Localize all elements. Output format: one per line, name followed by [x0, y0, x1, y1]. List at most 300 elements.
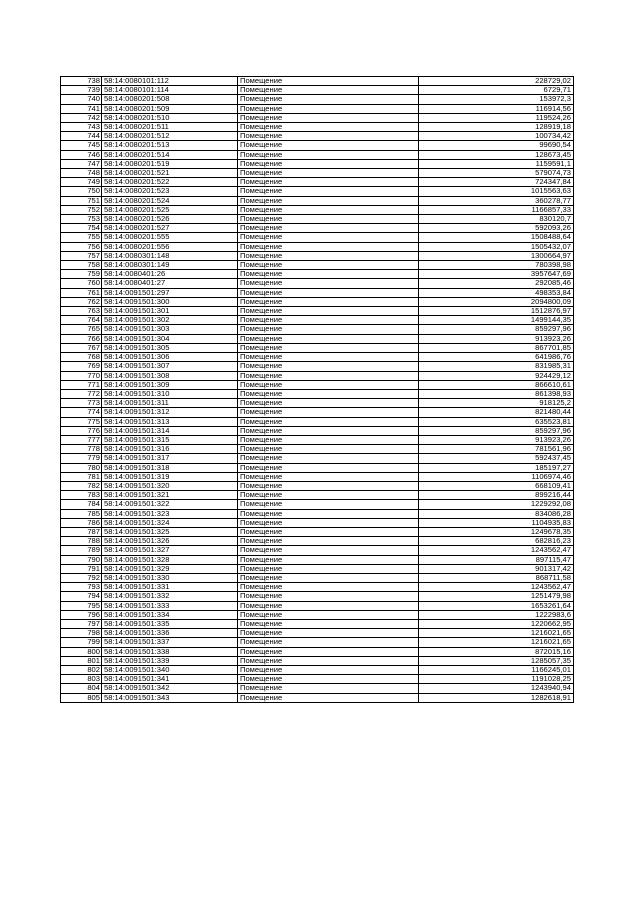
cadastral-value-cell: 859297,96 — [419, 426, 574, 435]
cadastral-number-cell: 58:14:0091501:324 — [102, 518, 238, 527]
object-type-cell: Помещение — [238, 371, 419, 380]
cadastral-number-cell: 58:14:0080301:148 — [102, 251, 238, 260]
cadastral-number-cell: 58:14:0091501:329 — [102, 564, 238, 573]
table-row — [61, 205, 574, 214]
cadastral-value-cell: 780398,98 — [419, 261, 574, 270]
cadastral-number-cell: 58:14:0080201:527 — [102, 224, 238, 233]
object-type-cell: Помещение — [238, 619, 419, 628]
cadastral-number-cell: 58:14:0091501:319 — [102, 472, 238, 481]
object-type-cell: Помещение — [238, 141, 419, 150]
cadastral-number-cell: 58:14:0091501:334 — [102, 610, 238, 619]
table-row — [61, 279, 574, 288]
row-number-cell: 771 — [61, 380, 102, 389]
table-row — [61, 261, 574, 270]
table-row — [61, 334, 574, 343]
cadastral-number-cell: 58:14:0091501:300 — [102, 297, 238, 306]
cadastral-number-cell: 58:14:0091501:331 — [102, 583, 238, 592]
cadastral-number-cell: 58:14:0080401:26 — [102, 270, 238, 279]
cadastral-value-cell: 866610,61 — [419, 380, 574, 389]
table-row — [61, 150, 574, 159]
row-number-cell: 788 — [61, 537, 102, 546]
cadastral-number-cell: 58:14:0091501:332 — [102, 592, 238, 601]
cadastral-number-cell: 58:14:0080201:514 — [102, 150, 238, 159]
table-row — [61, 426, 574, 435]
row-number-cell: 797 — [61, 619, 102, 628]
cadastral-value-cell: 1015563,63 — [419, 187, 574, 196]
cadastral-value-cell: 1505432,07 — [419, 242, 574, 251]
table-row — [61, 601, 574, 610]
cadastral-number-cell: 58:14:0091501:312 — [102, 408, 238, 417]
cadastral-value-cell: 668109,41 — [419, 481, 574, 490]
cadastral-value-cell: 119524,26 — [419, 113, 574, 122]
cadastral-number-cell: 58:14:0091501:326 — [102, 537, 238, 546]
cadastral-number-cell: 58:14:0091501:340 — [102, 666, 238, 675]
cadastral-number-cell: 58:14:0091501:317 — [102, 454, 238, 463]
cadastral-value-cell: 1229292,08 — [419, 500, 574, 509]
cadastral-number-cell: 58:14:0091501:304 — [102, 334, 238, 343]
cadastral-value-cell: 2094800,09 — [419, 297, 574, 306]
table-row — [61, 343, 574, 352]
table-row — [61, 509, 574, 518]
cadastral-number-cell: 58:14:0091501:313 — [102, 417, 238, 426]
table-row — [61, 215, 574, 224]
table-row — [61, 86, 574, 95]
cadastral-value-cell: 641986,76 — [419, 353, 574, 362]
cadastral-value-cell: 924429,12 — [419, 371, 574, 380]
object-type-cell: Помещение — [238, 518, 419, 527]
object-type-cell: Помещение — [238, 454, 419, 463]
cadastral-number-cell: 58:14:0080201:522 — [102, 178, 238, 187]
cadastral-number-cell: 58:14:0091501:333 — [102, 601, 238, 610]
table-row — [61, 371, 574, 380]
table-row — [61, 242, 574, 251]
table-row — [61, 316, 574, 325]
row-number-cell: 744 — [61, 132, 102, 141]
table-row — [61, 187, 574, 196]
table-row — [61, 141, 574, 150]
table-row — [61, 656, 574, 665]
cadastral-number-cell: 58:14:0091501:322 — [102, 500, 238, 509]
cadastral-number-cell: 58:14:0080201:523 — [102, 187, 238, 196]
row-number-cell: 746 — [61, 150, 102, 159]
object-type-cell: Помещение — [238, 583, 419, 592]
cadastral-number-cell: 58:14:0091501:315 — [102, 435, 238, 444]
table-row — [61, 445, 574, 454]
cadastral-number-cell: 58:14:0091501:341 — [102, 675, 238, 684]
object-type-cell: Помещение — [238, 537, 419, 546]
cadastral-value-cell: 859297,96 — [419, 325, 574, 334]
cadastral-value-cell: 1166245,01 — [419, 666, 574, 675]
cadastral-number-cell: 58:14:0080201:526 — [102, 215, 238, 224]
table-row — [61, 77, 574, 86]
cadastral-value-cell: 116914,56 — [419, 104, 574, 113]
row-number-cell: 749 — [61, 178, 102, 187]
cadastral-number-cell: 58:14:0091501:318 — [102, 463, 238, 472]
object-type-cell: Помещение — [238, 564, 419, 573]
cadastral-number-cell: 58:14:0080201:524 — [102, 196, 238, 205]
table-row — [61, 325, 574, 334]
cadastral-value-cell: 1243562,47 — [419, 546, 574, 555]
cadastral-number-cell: 58:14:0091501:305 — [102, 343, 238, 352]
cadastral-number-cell: 58:14:0080201:519 — [102, 159, 238, 168]
row-number-cell: 760 — [61, 279, 102, 288]
object-type-cell: Помещение — [238, 334, 419, 343]
cadastral-number-cell: 58:14:0091501:337 — [102, 638, 238, 647]
table-row — [61, 224, 574, 233]
cadastral-number-cell: 58:14:0091501:342 — [102, 684, 238, 693]
row-number-cell: 762 — [61, 297, 102, 306]
cadastral-number-cell: 58:14:0080201:508 — [102, 95, 238, 104]
cadastral-value-cell: 913923,26 — [419, 435, 574, 444]
table-row — [61, 583, 574, 592]
table-row — [61, 463, 574, 472]
row-number-cell: 774 — [61, 408, 102, 417]
row-number-cell: 768 — [61, 353, 102, 362]
object-type-cell: Помещение — [238, 261, 419, 270]
object-type-cell: Помещение — [238, 666, 419, 675]
row-number-cell: 767 — [61, 343, 102, 352]
row-number-cell: 798 — [61, 629, 102, 638]
cadastral-value-cell: 913923,26 — [419, 334, 574, 343]
row-number-cell: 776 — [61, 426, 102, 435]
cadastral-number-cell: 58:14:0091501:339 — [102, 656, 238, 665]
cadastral-value-cell: 498353,84 — [419, 288, 574, 297]
cadastral-value-cell: 1512876,97 — [419, 307, 574, 316]
object-type-cell: Помещение — [238, 610, 419, 619]
row-number-cell: 790 — [61, 555, 102, 564]
row-number-cell: 738 — [61, 77, 102, 86]
object-type-cell: Помещение — [238, 279, 419, 288]
row-number-cell: 769 — [61, 362, 102, 371]
cadastral-value-cell: 1243940,94 — [419, 684, 574, 693]
object-type-cell: Помещение — [238, 647, 419, 656]
object-type-cell: Помещение — [238, 159, 419, 168]
cadastral-number-cell: 58:14:0091501:310 — [102, 389, 238, 398]
cadastral-number-cell: 58:14:0080201:509 — [102, 104, 238, 113]
object-type-cell: Помещение — [238, 178, 419, 187]
row-number-cell: 764 — [61, 316, 102, 325]
row-number-cell: 741 — [61, 104, 102, 113]
object-type-cell: Помещение — [238, 169, 419, 178]
cadastral-number-cell: 58:14:0091501:311 — [102, 399, 238, 408]
table-row — [61, 491, 574, 500]
object-type-cell: Помещение — [238, 353, 419, 362]
cadastral-number-cell: 58:14:0091501:303 — [102, 325, 238, 334]
table-row — [61, 353, 574, 362]
object-type-cell: Помещение — [238, 150, 419, 159]
row-number-cell: 765 — [61, 325, 102, 334]
cadastral-value-cell: 635523,81 — [419, 417, 574, 426]
row-number-cell: 773 — [61, 399, 102, 408]
row-number-cell: 748 — [61, 169, 102, 178]
row-number-cell: 793 — [61, 583, 102, 592]
cadastral-value-cell: 6729,71 — [419, 86, 574, 95]
row-number-cell: 787 — [61, 527, 102, 536]
object-type-cell: Помещение — [238, 629, 419, 638]
row-number-cell: 780 — [61, 463, 102, 472]
cadastral-number-cell: 58:14:0091501:306 — [102, 353, 238, 362]
cadastral-value-cell: 868711,58 — [419, 573, 574, 582]
table-row — [61, 380, 574, 389]
row-number-cell: 803 — [61, 675, 102, 684]
object-type-cell: Помещение — [238, 546, 419, 555]
cadastral-number-cell: 58:14:0080101:114 — [102, 86, 238, 95]
cadastral-number-cell: 58:14:0091501:307 — [102, 362, 238, 371]
row-number-cell: 791 — [61, 564, 102, 573]
cadastral-value-cell: 1216021,65 — [419, 638, 574, 647]
table-row — [61, 251, 574, 260]
cadastral-number-cell: 58:14:0091501:330 — [102, 573, 238, 582]
row-number-cell: 755 — [61, 233, 102, 242]
row-number-cell: 789 — [61, 546, 102, 555]
cadastral-value-cell: 1216021,65 — [419, 629, 574, 638]
cadastral-value-cell: 1300664,97 — [419, 251, 574, 260]
table-row — [61, 95, 574, 104]
table-row — [61, 610, 574, 619]
table-row — [61, 435, 574, 444]
cadastral-number-cell: 58:14:0080201:510 — [102, 113, 238, 122]
object-type-cell: Помещение — [238, 601, 419, 610]
object-type-cell: Помещение — [238, 435, 419, 444]
table-row — [61, 454, 574, 463]
row-number-cell: 758 — [61, 261, 102, 270]
cadastral-number-cell: 58:14:0091501:343 — [102, 693, 238, 702]
row-number-cell: 752 — [61, 205, 102, 214]
cadastral-value-cell: 1106974,46 — [419, 472, 574, 481]
row-number-cell: 754 — [61, 224, 102, 233]
row-number-cell: 795 — [61, 601, 102, 610]
object-type-cell: Помещение — [238, 638, 419, 647]
object-type-cell: Помещение — [238, 555, 419, 564]
row-number-cell: 792 — [61, 573, 102, 582]
row-number-cell: 778 — [61, 445, 102, 454]
cadastral-value-cell: 1653261,64 — [419, 601, 574, 610]
cadastral-value-cell: 918125,2 — [419, 399, 574, 408]
row-number-cell: 763 — [61, 307, 102, 316]
table-row — [61, 619, 574, 628]
table-row — [61, 546, 574, 555]
table-row — [61, 564, 574, 573]
object-type-cell: Помещение — [238, 399, 419, 408]
row-number-cell: 800 — [61, 647, 102, 656]
table-row — [61, 196, 574, 205]
object-type-cell: Помещение — [238, 362, 419, 371]
row-number-cell: 745 — [61, 141, 102, 150]
row-number-cell: 786 — [61, 518, 102, 527]
table-row — [61, 113, 574, 122]
object-type-cell: Помещение — [238, 288, 419, 297]
table-row — [61, 573, 574, 582]
cadastral-number-cell: 58:14:0080301:149 — [102, 261, 238, 270]
cadastral-number-cell: 58:14:0091501:335 — [102, 619, 238, 628]
row-number-cell: 779 — [61, 454, 102, 463]
object-type-cell: Помещение — [238, 573, 419, 582]
cadastral-number-cell: 58:14:0091501:314 — [102, 426, 238, 435]
row-number-cell: 743 — [61, 123, 102, 132]
row-number-cell: 796 — [61, 610, 102, 619]
row-number-cell: 756 — [61, 242, 102, 251]
table-row — [61, 104, 574, 113]
cadastral-value-cell: 1251479,98 — [419, 592, 574, 601]
cadastral-number-cell: 58:14:0091501:325 — [102, 527, 238, 536]
cadastral-value-cell: 861398,93 — [419, 389, 574, 398]
cadastral-number-cell: 58:14:0091501:328 — [102, 555, 238, 564]
table-row — [61, 555, 574, 564]
object-type-cell: Помещение — [238, 113, 419, 122]
cadastral-value-cell: 831985,31 — [419, 362, 574, 371]
cadastral-value-cell: 3957647,69 — [419, 270, 574, 279]
row-number-cell: 799 — [61, 638, 102, 647]
table-row — [61, 169, 574, 178]
table-row — [61, 307, 574, 316]
cadastral-value-cell: 1508488,64 — [419, 233, 574, 242]
object-type-cell: Помещение — [238, 445, 419, 454]
table-row — [61, 288, 574, 297]
object-type-cell: Помещение — [238, 592, 419, 601]
cadastral-number-cell: 58:14:0080201:555 — [102, 233, 238, 242]
cadastral-value-cell: 867701,85 — [419, 343, 574, 352]
cadastral-value-cell: 592093,26 — [419, 224, 574, 233]
table-row — [61, 159, 574, 168]
row-number-cell: 802 — [61, 666, 102, 675]
table-row — [61, 297, 574, 306]
cadastral-value-cell: 185197,27 — [419, 463, 574, 472]
row-number-cell: 777 — [61, 435, 102, 444]
table-row — [61, 500, 574, 509]
table-row — [61, 132, 574, 141]
table-row — [61, 684, 574, 693]
cadastral-value-cell: 830120,7 — [419, 215, 574, 224]
table-row — [61, 399, 574, 408]
row-number-cell: 740 — [61, 95, 102, 104]
cadastral-value-cell: 579074,73 — [419, 169, 574, 178]
row-number-cell: 750 — [61, 187, 102, 196]
cadastral-number-cell: 58:14:0091501:297 — [102, 288, 238, 297]
cadastral-number-cell: 58:14:0091501:302 — [102, 316, 238, 325]
row-number-cell: 783 — [61, 491, 102, 500]
object-type-cell: Помещение — [238, 693, 419, 702]
cadastral-value-cell: 897115,47 — [419, 555, 574, 564]
object-type-cell: Помещение — [238, 104, 419, 113]
cadastral-value-cell: 821480,44 — [419, 408, 574, 417]
row-number-cell: 747 — [61, 159, 102, 168]
row-number-cell: 805 — [61, 693, 102, 702]
cadastral-number-cell: 58:14:0091501:327 — [102, 546, 238, 555]
cadastral-value-cell: 228729,02 — [419, 77, 574, 86]
table-row — [61, 389, 574, 398]
cadastral-value-cell: 781561,96 — [419, 445, 574, 454]
table-row — [61, 472, 574, 481]
object-type-cell: Помещение — [238, 472, 419, 481]
table-row — [61, 518, 574, 527]
object-type-cell: Помещение — [238, 656, 419, 665]
cadastral-value-cell: 1243562,47 — [419, 583, 574, 592]
cadastral-value-cell: 153972,3 — [419, 95, 574, 104]
object-type-cell: Помещение — [238, 233, 419, 242]
row-number-cell: 804 — [61, 684, 102, 693]
object-type-cell: Помещение — [238, 417, 419, 426]
cadastral-number-cell: 58:14:0080101:112 — [102, 77, 238, 86]
cadastral-number-cell: 58:14:0080201:556 — [102, 242, 238, 251]
cadastral-value-cell: 99690,54 — [419, 141, 574, 150]
row-number-cell: 782 — [61, 481, 102, 490]
object-type-cell: Помещение — [238, 307, 419, 316]
table-row — [61, 675, 574, 684]
object-type-cell: Помещение — [238, 95, 419, 104]
cadastral-number-cell: 58:14:0091501:336 — [102, 629, 238, 638]
object-type-cell: Помещение — [238, 325, 419, 334]
cadastral-number-cell: 58:14:0091501:321 — [102, 491, 238, 500]
row-number-cell: 742 — [61, 113, 102, 122]
table-row — [61, 178, 574, 187]
cadastral-value-cell: 1285057,35 — [419, 656, 574, 665]
table-row — [61, 629, 574, 638]
row-number-cell: 757 — [61, 251, 102, 260]
cadastral-value-cell: 724347,84 — [419, 178, 574, 187]
row-number-cell: 766 — [61, 334, 102, 343]
cadastral-value-cell: 901317,42 — [419, 564, 574, 573]
object-type-cell: Помещение — [238, 316, 419, 325]
cadastral-value-cell: 1191028,25 — [419, 675, 574, 684]
cadastral-value-cell: 100734,42 — [419, 132, 574, 141]
table-row — [61, 666, 574, 675]
row-number-cell: 759 — [61, 270, 102, 279]
object-type-cell: Помещение — [238, 242, 419, 251]
cadastral-number-cell: 58:14:0080201:521 — [102, 169, 238, 178]
cadastral-number-cell: 58:14:0091501:301 — [102, 307, 238, 316]
row-number-cell: 770 — [61, 371, 102, 380]
cadastral-number-cell: 58:14:0091501:316 — [102, 445, 238, 454]
row-number-cell: 801 — [61, 656, 102, 665]
table-row — [61, 592, 574, 601]
table-row — [61, 638, 574, 647]
cadastral-value-cell: 592437,45 — [419, 454, 574, 463]
table-row — [61, 270, 574, 279]
object-type-cell: Помещение — [238, 270, 419, 279]
object-type-cell: Помещение — [238, 224, 419, 233]
cadastral-value-cell: 1249678,35 — [419, 527, 574, 536]
object-type-cell: Помещение — [238, 509, 419, 518]
cadastral-value-cell: 1499144,35 — [419, 316, 574, 325]
cadastral-value-cell: 1159591,1 — [419, 159, 574, 168]
object-type-cell: Помещение — [238, 343, 419, 352]
cadastral-number-cell: 58:14:0091501:338 — [102, 647, 238, 656]
object-type-cell: Помещение — [238, 77, 419, 86]
row-number-cell: 784 — [61, 500, 102, 509]
cadastral-value-cell: 899216,44 — [419, 491, 574, 500]
object-type-cell: Помещение — [238, 389, 419, 398]
object-type-cell: Помещение — [238, 408, 419, 417]
table-row — [61, 408, 574, 417]
cadastral-number-cell: 58:14:0080201:512 — [102, 132, 238, 141]
cadastral-number-cell: 58:14:0080201:511 — [102, 123, 238, 132]
row-number-cell: 785 — [61, 509, 102, 518]
cadastral-number-cell: 58:14:0091501:308 — [102, 371, 238, 380]
object-type-cell: Помещение — [238, 527, 419, 536]
cadastral-value-cell: 682816,23 — [419, 537, 574, 546]
cadastral-number-cell: 58:14:0091501:309 — [102, 380, 238, 389]
row-number-cell: 751 — [61, 196, 102, 205]
object-type-cell: Помещение — [238, 463, 419, 472]
row-number-cell: 753 — [61, 215, 102, 224]
table-row — [61, 233, 574, 242]
cadastral-value-cell: 1220662,95 — [419, 619, 574, 628]
object-type-cell: Помещение — [238, 132, 419, 141]
cadastral-value-cell: 360278,77 — [419, 196, 574, 205]
cadastral-value-cell: 1222983,6 — [419, 610, 574, 619]
table-row — [61, 537, 574, 546]
row-number-cell: 739 — [61, 86, 102, 95]
